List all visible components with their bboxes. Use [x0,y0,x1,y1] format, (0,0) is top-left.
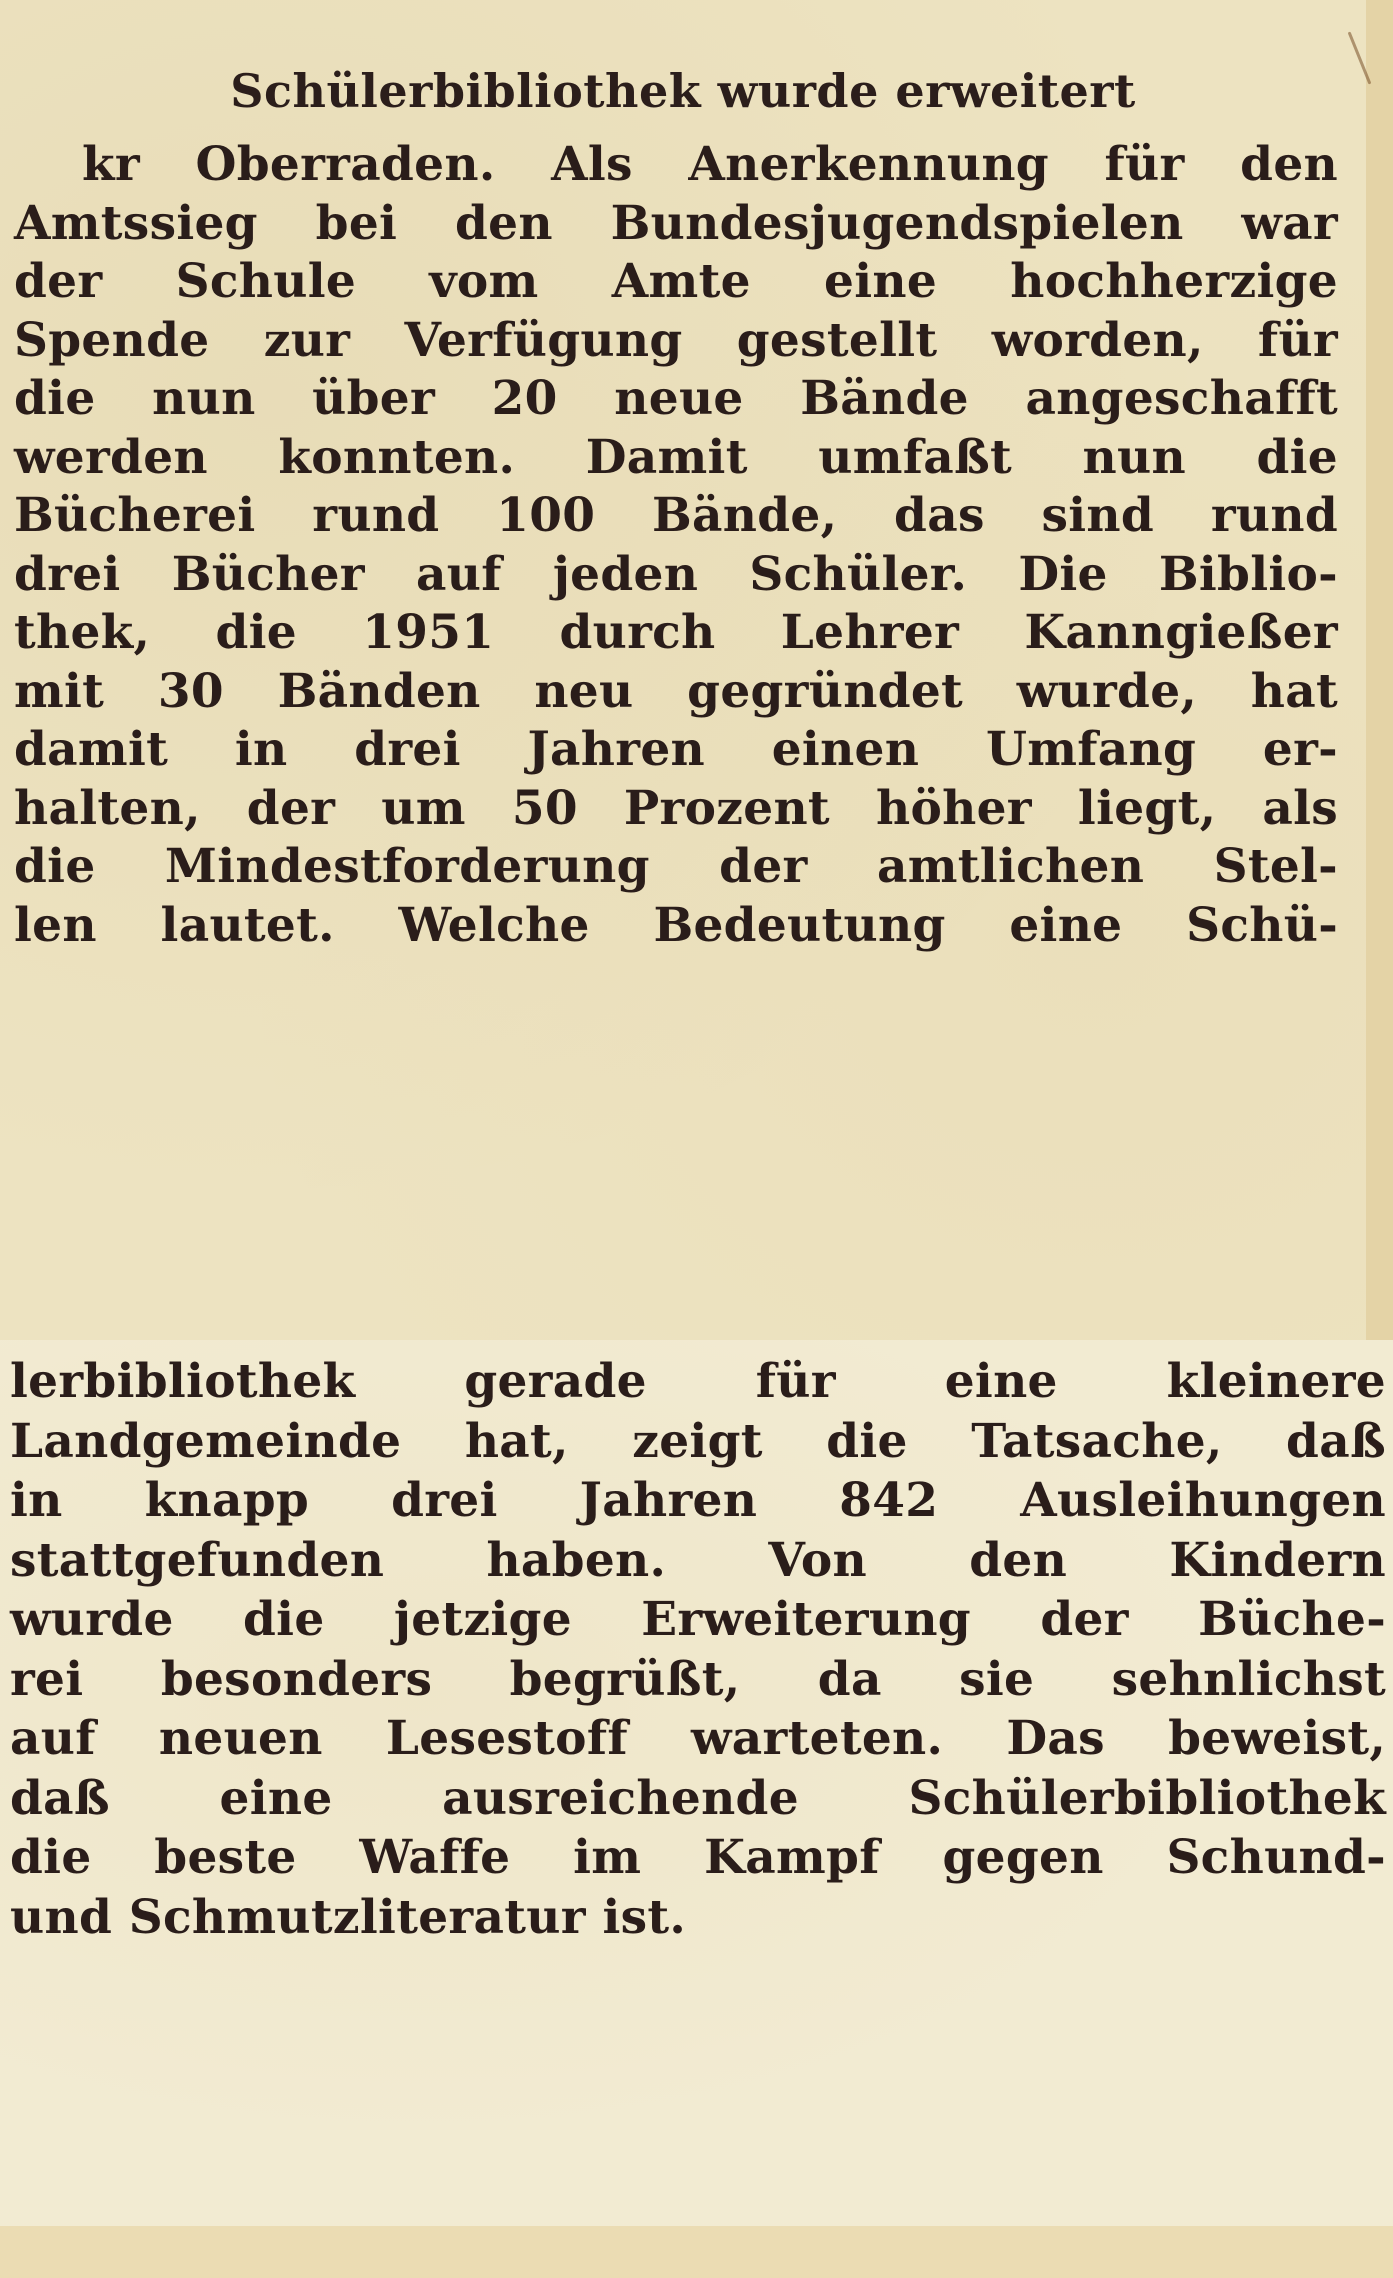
text-line: kr Oberraden. Als Anerkennung für den [82,137,1338,192]
text-line: und Schmutzliteratur ist. [10,1889,687,1945]
text-line: thek, die 1951 durch Lehrer Kanngießer [14,605,1338,660]
text-line: Landgemeinde hat, zeigt die Tatsache, daß [10,1413,1386,1469]
text-line: die Mindestforderung der amtlichen Stel- [14,839,1338,894]
text-line: rei besonders begrüßt, da sie sehnlichst [10,1651,1386,1707]
text-line: Bücherei rund 100 Bände, das sind rund [14,488,1338,543]
text-line: daß eine ausreichende Schülerbibliothek [10,1770,1386,1826]
text-line: len lautet. Welche Bedeutung eine Schü- [14,897,1338,953]
text-line: lerbibliothek gerade für eine kleinere [10,1354,1386,1409]
article-headline: Schülerbibliothek wurde erweitert [230,63,1136,118]
text-line: Spende zur Verfügung gestellt worden, für [14,312,1338,368]
text-line: in knapp drei Jahren 842 Ausleihungen [10,1473,1386,1528]
text-line: Amtssieg bei den Bundesjugendspielen war [14,195,1338,251]
article-body-upper [14,136,1338,955]
text-line: drei Bücher auf jeden Schüler. Die Biblio- [14,546,1338,602]
text-line: mit 30 Bänden neu gegründet wurde, hat [14,663,1338,719]
clipping-edge-strip [1366,0,1393,1340]
text-line: der Schule vom Amte eine hochherzige [14,254,1338,309]
text-line: halten, der um 50 Prozent höher liegt, als [14,780,1338,836]
text-line: damit in drei Jahren einen Umfang er- [14,722,1338,777]
text-line: die beste Waffe im Kampf gegen Schund- [10,1830,1386,1885]
text-line: wurde die jetzige Erweiterung der Büche- [10,1592,1386,1647]
text-line: stattgefunden haben. Von den Kindern [10,1532,1386,1588]
text-line: auf neuen Lesestoff warteten. Das beweist, [10,1711,1386,1766]
clipping-bottom-edge [0,2226,1393,2278]
text-line: die nun über 20 neue Bände angeschafft [14,371,1338,426]
article-body-lower [10,1352,1386,1947]
text-line: werden konnten. Damit umfaßt nun die [14,429,1338,485]
